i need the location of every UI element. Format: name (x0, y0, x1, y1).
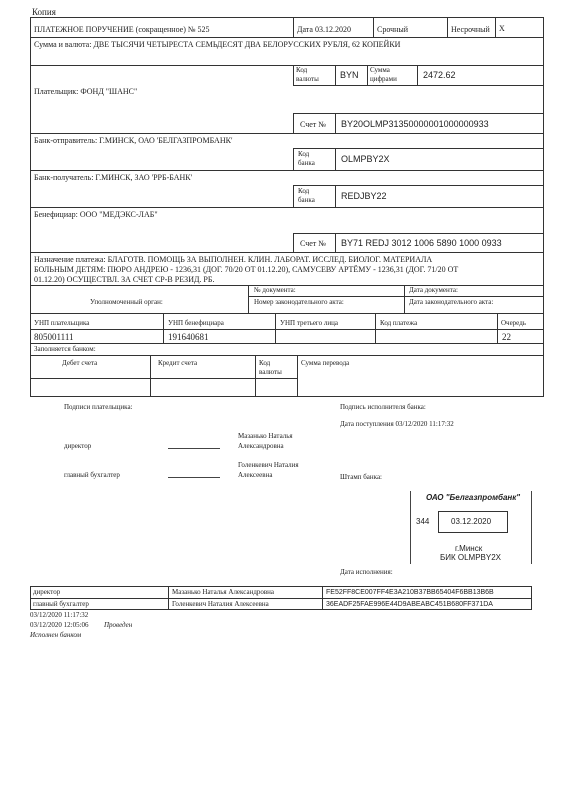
eds-row-1-role: директор (33, 588, 61, 596)
purpose-line-2: БОЛЬНЫМ ДЕТЯМ: ПЮРО АНДРЕЮ - 1236,31 (ДОГ. 70/20 ОТ 01.12.20), САМУСЕВУ АРТЁМУ - 1236,31 (ДОГ. 71/20 ОТ (34, 265, 459, 274)
unp-payer-label: УНП плательщика (34, 319, 90, 327)
beneficiary-label: Бенефициар: ООО "МЕДЭКС-ЛАБ" (34, 210, 158, 219)
bank-fill-label: Заполняется банком: (34, 345, 96, 353)
stamp-date: 03.12.2020 (451, 517, 492, 526)
act-number-label: Номер законодательного акта: (254, 298, 344, 306)
stamp-bik: БИК OLMPBY2X (440, 553, 502, 562)
authority-label: Уполномоченный орган: (90, 298, 163, 306)
bank-signature-label: Подпись исполнителя банка: (340, 403, 426, 411)
footer-timestamp: 03/12/2020 11:17:32 (30, 611, 89, 619)
receipt-date: Дата поступления 03/12/2020 11:17:32 (340, 420, 454, 428)
urgent-label: Срочный (377, 25, 409, 34)
queue-value: 22 (502, 332, 511, 342)
eds-row-2-hash: 36EADF25FAE996E44D9ABEABC451B680FF371DA (326, 601, 493, 608)
purpose-line-3: 01.12.20) ОСУЩЕСТВЛ. ЗА СЧЕТ СР-В РЕЗИД. РБ. (34, 275, 215, 284)
sum-value: 2472.62 (423, 70, 456, 80)
receiver-bank-code: REDJBY22 (341, 191, 387, 201)
amount-words: Сумма и валюта: ДВЕ ТЫСЯЧИ ЧЕТЫРЕСТА СЕМЬДЕСЯТ ДВА БЕЛОРУССКИХ РУБЛЯ, 62 КОПЕЙКИ (34, 40, 401, 49)
sender-bank-code-label: Код (298, 150, 310, 158)
payer-signatures-label: Подписи плательщика: (64, 403, 133, 411)
payer-label: Плательщик: ФОНД "ШАНС" (34, 87, 138, 96)
eds-row-2-name: Голенкевич Наталия Алексеевна (172, 600, 269, 608)
eds-row-1-name: Мазанько Наталья Александровна (172, 588, 275, 596)
non-urgent-label: Несрочный (451, 25, 490, 34)
footer-processed-status: Проведен (104, 621, 133, 629)
stamp-number: 344 (416, 517, 430, 526)
footer-executed: Исполнен банком (30, 631, 82, 639)
payer-account: BY20OLMP31350000001000000933 (341, 119, 489, 129)
debit-label: Дебет счета (62, 359, 98, 367)
sum-digits-label: Сумма (370, 66, 390, 74)
receiver-bank-label: Банк-получатель: Г.МИНСК, ЗАО 'РРБ-БАНК' (34, 173, 193, 182)
unp-payer-value: 805001111 (34, 332, 74, 342)
payment-code-label: Код платежа (380, 319, 418, 327)
stamp-bank-name: ОАО "Белгазпромбанк" (426, 493, 521, 502)
doc-number-label: № документа: (254, 286, 296, 294)
order-date: Дата 03.12.2020 (297, 25, 351, 34)
director-name: Мазанько Наталья (238, 432, 293, 440)
beneficiary-account-label: Счет № (300, 239, 326, 248)
transfer-sum-label: Сумма перевода (301, 359, 350, 367)
non-urgent-mark: X (499, 24, 505, 33)
purpose-line-1: Назначение платежа: БЛАГОТВ. ПОМОЩЬ ЗА ВЫПОЛНЕН. КЛИН. ЛАБОРАТ. ИССЛЕД. БИОЛОГ. МАТЕРИАЛА (34, 255, 433, 264)
unp-beneficiary-value: 191640681 (168, 332, 209, 342)
accountant-name: Голенкевич Наталия (238, 461, 299, 469)
bank-stamp (410, 491, 532, 564)
stamp-date-box (438, 511, 508, 533)
currency-value: BYN (340, 70, 359, 80)
queue-label: Очередь (501, 319, 526, 327)
footer-processed-time: 03/12/2020 12:05:06 (30, 621, 89, 629)
bank-stamp-label: Штамп банка: (340, 473, 382, 481)
copy-label: Копия (32, 7, 56, 17)
unp-beneficiary-label: УНП бенефициара (168, 319, 224, 327)
eds-row-2-role: главный бухгалтер (33, 600, 89, 608)
stamp-city: г.Минск (455, 544, 483, 553)
execution-date-label: Дата исполнения: (340, 568, 393, 576)
receiver-bank-code-label: Код (298, 187, 310, 195)
director-signature-line (168, 448, 220, 449)
eds-row-1-hash: FE52FF8CE007FF4E3A210B37BB65404F6BB13B6B (326, 589, 494, 596)
bank-currency-code-label: Код (259, 359, 271, 367)
payer-account-label: Счет № (300, 120, 326, 129)
accountant-signature-line (168, 477, 220, 478)
beneficiary-account: BY71 REDJ 3012 1006 5890 1000 0933 (341, 238, 502, 248)
sender-bank-code: OLMPBY2X (341, 154, 390, 164)
credit-label: Кредит счета (158, 359, 198, 367)
order-title: ПЛАТЕЖНОЕ ПОРУЧЕНИЕ (сокращенное) № 525 (34, 25, 210, 34)
doc-date-label: Дата документа: (409, 286, 458, 294)
act-date-label: Дата законодательного акта: (409, 298, 494, 306)
currency-code-label: Код (296, 66, 308, 74)
sender-bank-label: Банк-отправитель: Г.МИНСК, ОАО 'БЕЛГАЗПРОМБАНК' (34, 136, 233, 145)
accountant-label: главный бухгалтер (64, 471, 120, 479)
director-label: директор (64, 442, 92, 450)
unp-third-party-label: УНП третьего лица (280, 319, 338, 327)
